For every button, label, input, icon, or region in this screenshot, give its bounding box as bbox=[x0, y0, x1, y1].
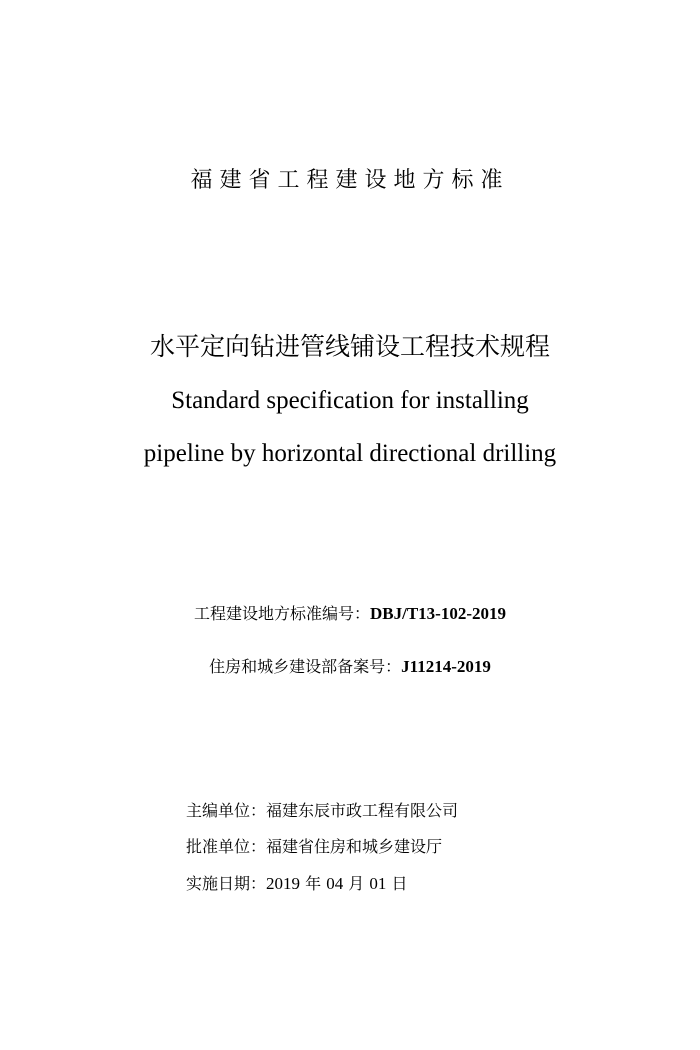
effective-date-month: 04 bbox=[326, 874, 344, 893]
effective-date-line bbox=[186, 872, 407, 896]
standard-number-label: 工程建设地方标准编号： bbox=[193, 604, 370, 623]
document-title-en-line2: pipeline by horizontal directional drilling bbox=[143, 440, 557, 467]
record-number-line bbox=[0, 655, 700, 679]
record-number-value: J11214-2019 bbox=[401, 657, 491, 676]
document-title-cn: 水平定向钻进管线铺设工程技术规程 bbox=[149, 332, 550, 361]
effective-date-month-unit: 月 bbox=[343, 874, 370, 893]
standard-number-line bbox=[0, 602, 700, 626]
effective-date-day: 01 bbox=[369, 874, 387, 893]
approver-value: 福建省住房和城乡建设厅 bbox=[266, 837, 443, 856]
effective-date-year-unit: 年 bbox=[300, 874, 327, 893]
effective-date-label: 实施日期： bbox=[186, 874, 267, 893]
approver-line bbox=[186, 835, 442, 859]
chief-editor-label: 主编单位： bbox=[186, 801, 267, 820]
document-title-en-line1: Standard specification for installing bbox=[171, 387, 529, 414]
standard-number-value: DBJ/T13-102-2019 bbox=[370, 604, 506, 623]
chief-editor-line bbox=[186, 799, 458, 823]
record-number-label: 住房和城乡建设部备案号： bbox=[209, 657, 402, 676]
effective-date-day-unit: 日 bbox=[386, 874, 408, 893]
approver-label: 批准单位： bbox=[186, 837, 267, 856]
standard-category-title: 福建省工程建设地方标准 bbox=[190, 168, 510, 193]
effective-date-year: 2019 bbox=[266, 874, 301, 893]
chief-editor-value: 福建东辰市政工程有限公司 bbox=[266, 801, 459, 820]
